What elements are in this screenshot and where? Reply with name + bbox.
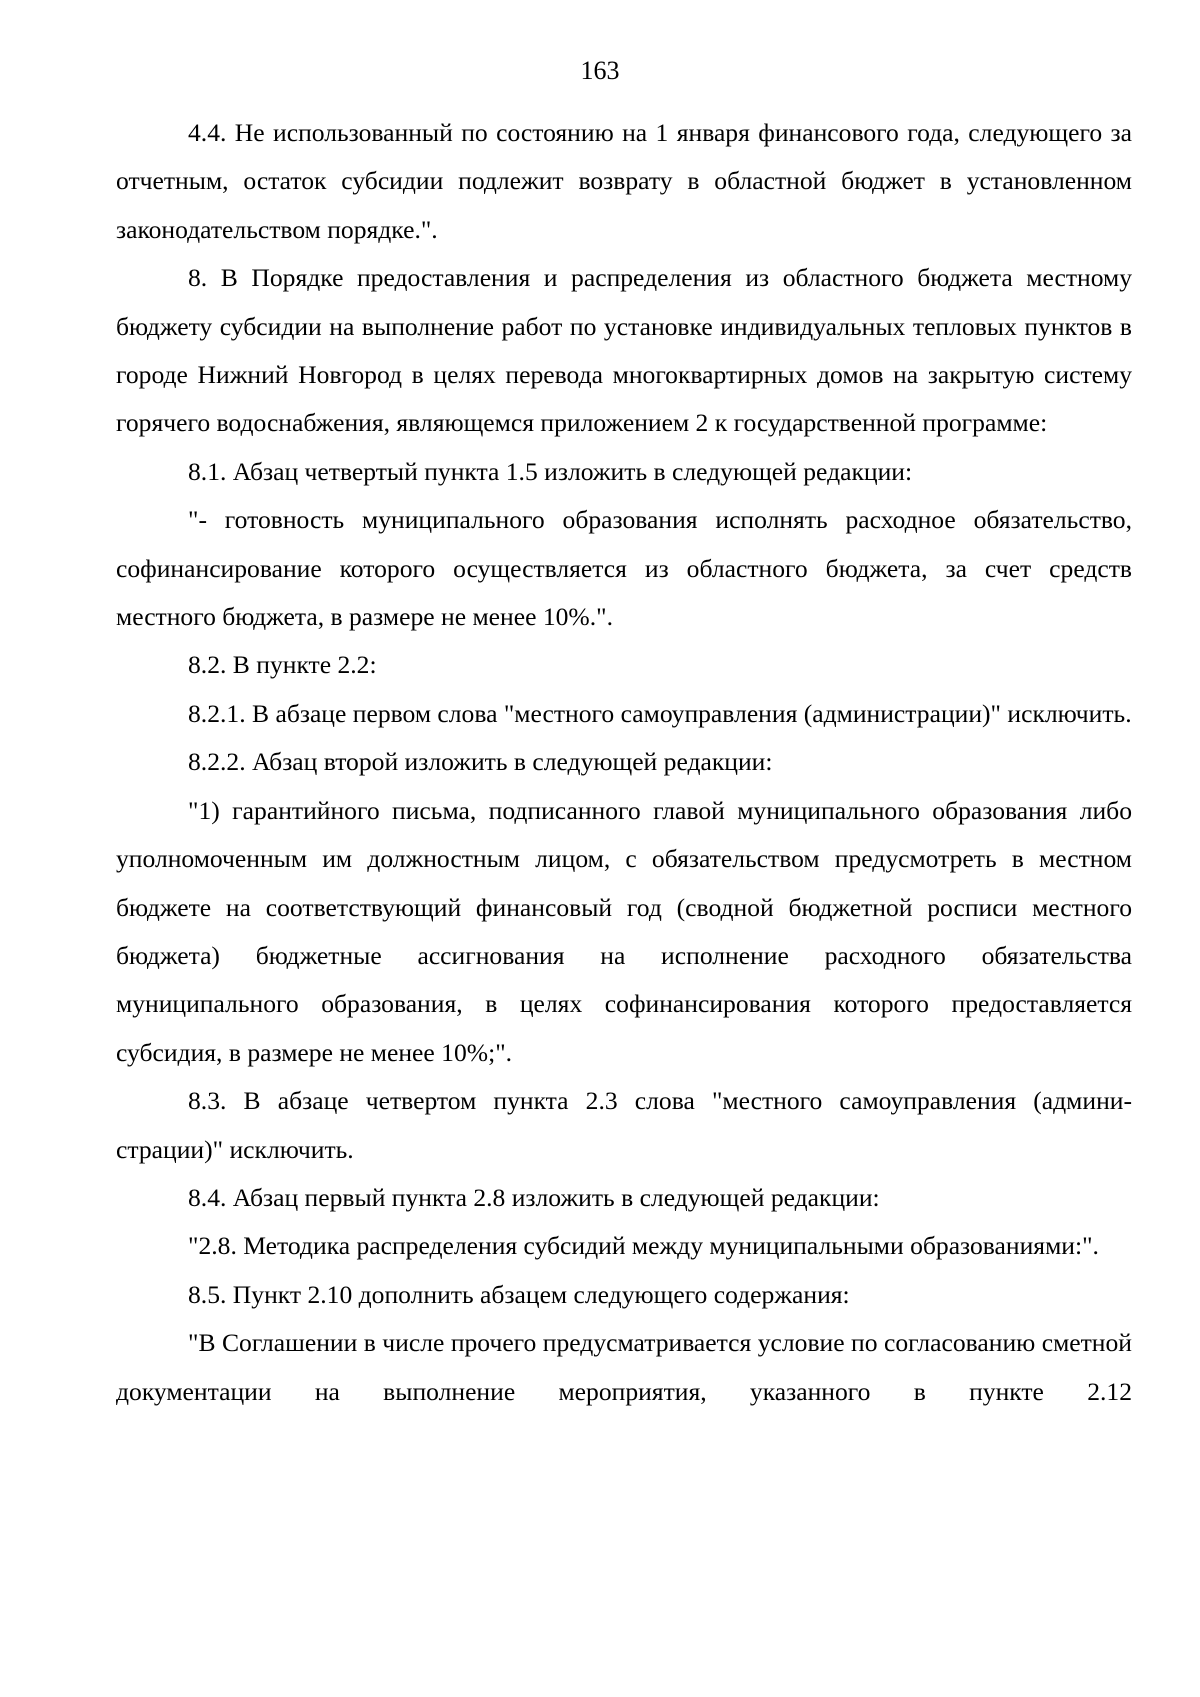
paragraph-8-4-quote: "2.8. Методика распределения субсидий между муниципальными образованиями:".: [188, 1231, 1099, 1261]
paragraph-8-1: 8.1. Абзац четвертый пункта 1.5 изложить в следующей редакции:: [188, 456, 913, 486]
paragraph-8-2-2-quote: "1) гарантийного письма, подписанного главой муниципального образования либо уполномоченным им должностным лицом, с обязательством предусмотреть в местном бюджете на соответствующий финансовый год (сводной бюджетной росписи местного бюджета) бюджетные ассигнования на исполнение расходного обязательства муниципального образования, в целях софинансирования которого предоставляется субсидия, в размере не менее 10%;".: [116, 795, 1132, 1067]
paragraph-8-2-2: 8.2.2. Абзац второй изложить в следующей редакции:: [188, 747, 773, 777]
page-number: 163: [580, 56, 620, 85]
paragraph-8-5: 8.5. Пункт 2.10 дополнить абзацем следующего содержания:: [188, 1279, 850, 1309]
paragraph-8-4: 8.4. Абзац первый пункта 2.8 изложить в следующей редакции:: [188, 1182, 880, 1212]
paragraph-8-2-1: 8.2.1. В абзаце первом слова "местного самоуправления (администрации)" исключить.: [188, 698, 1132, 728]
paragraph-8-5-quote: "В Соглашении в числе прочего предусматривается условие по согласованию сметной документации на выполнение мероприятия, указанного в пункте 2.12: [116, 1328, 1132, 1406]
paragraph-4-4: 4.4. Не использованный по состоянию на 1 января финансового года, следующего за отчетным, остаток субсидии подлежит возврату в областной бюджет в установленном законодательством порядке.".: [116, 118, 1132, 244]
paragraph-8-2: 8.2. В пункте 2.2:: [188, 650, 377, 680]
document-body: [116, 109, 1132, 1416]
paragraph-8-3: 8.3. В абзаце четвертом пункта 2.3 слова "местного самоуправления (администрации)" исключить.: [116, 1086, 1132, 1164]
paragraph-8-1-quote: "- готовность муниципального образования исполнять расходное обязательство, софинансирование которого осуществляется из областного бюджета, за счет средств местного бюджета, в размере не менее 10%.".: [116, 505, 1132, 632]
paragraph-8: 8. В Порядке предоставления и распределения из областного бюджета местному бюджету субсидии на выполнение работ по установке индивидуальных тепловых пунктов в городе Нижний Новгород в целях перевода многоквартирных домов на закрытую систему горячего водоснабжения, являющемся приложением 2 к государственной программе:: [116, 263, 1132, 438]
